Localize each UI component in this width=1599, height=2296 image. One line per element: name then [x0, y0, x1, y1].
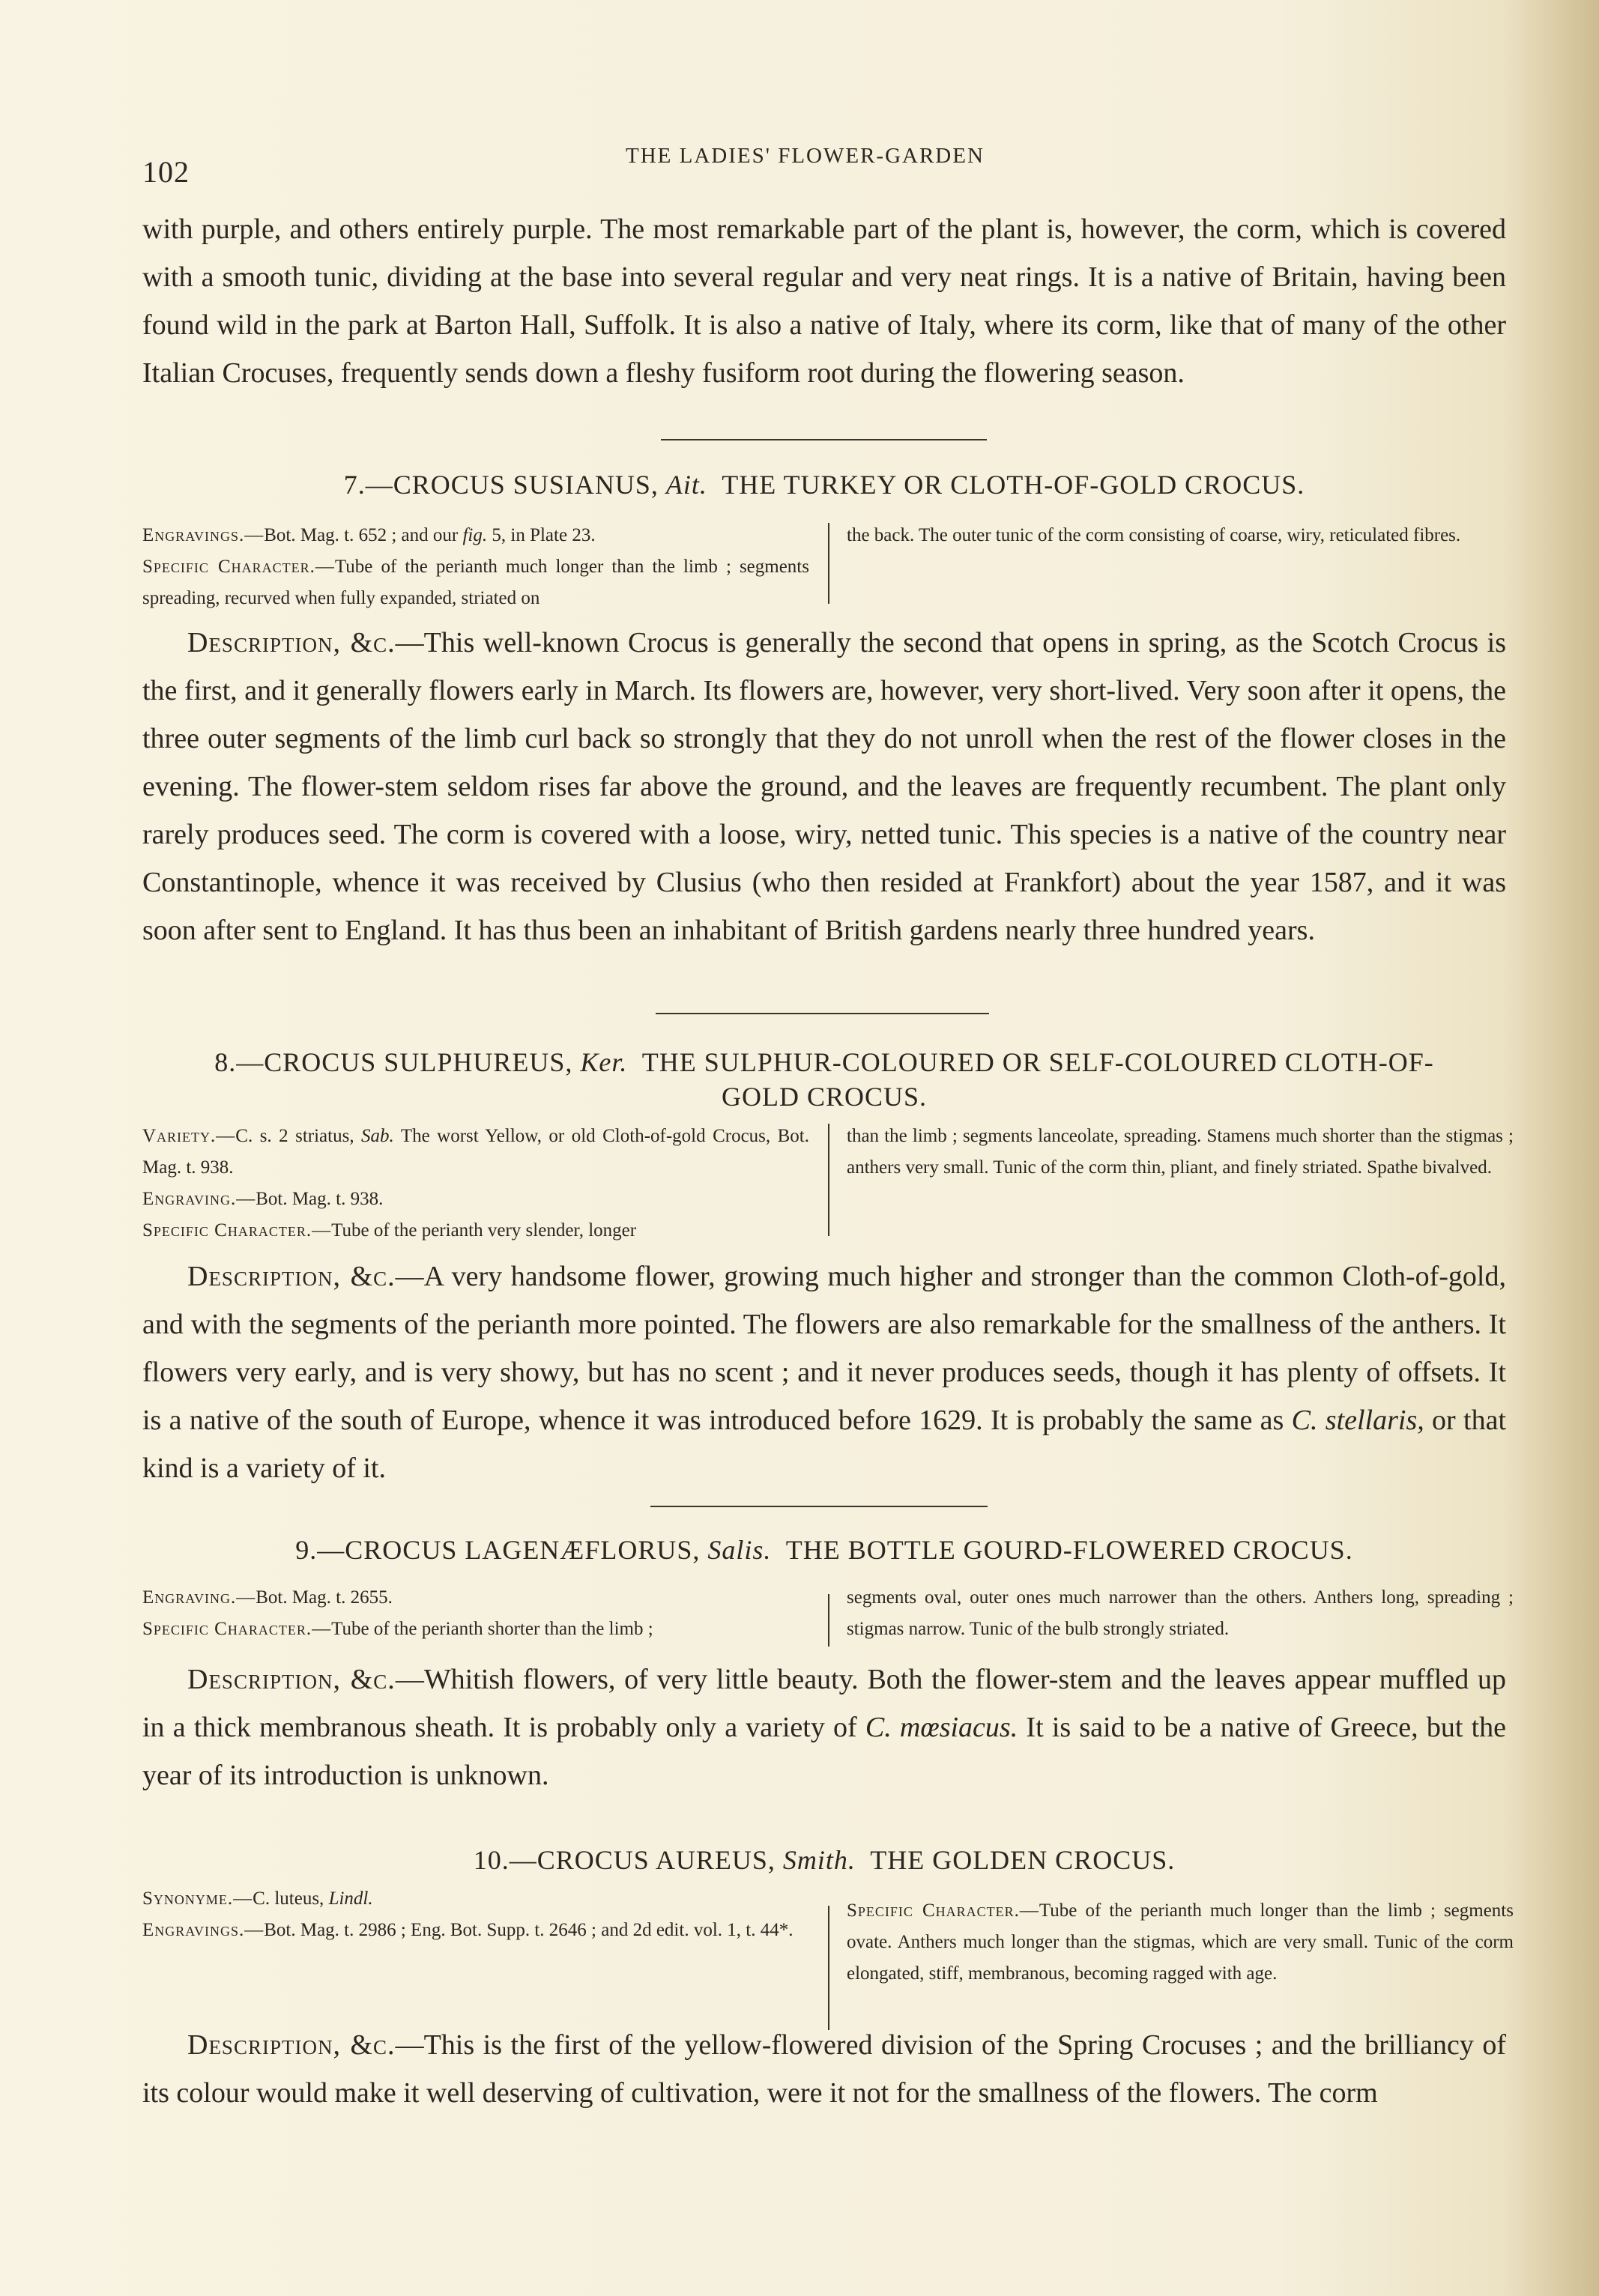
- section-10-description-para: [142, 2021, 1506, 2117]
- specific-label: Specific Character.—: [142, 1220, 332, 1241]
- section-divider: [661, 439, 987, 440]
- description-italic: C. stellaris,: [1291, 1405, 1424, 1436]
- section-9-species: CROCUS LAGENÆFLORUS,: [345, 1535, 701, 1565]
- section-7-right-column: the back. The outer tunic of the corm consisting of coarse, wiry, reticulated fibres.: [847, 525, 1461, 545]
- running-title: THE LADIES' FLOWER-GARDEN: [626, 144, 985, 168]
- section-10-synonyme: [142, 1883, 809, 1915]
- engraving-text: Bot. Mag. t. 938.: [256, 1189, 384, 1209]
- engravings-label: Engravings.—: [142, 525, 265, 545]
- section-8-heading: [142, 1045, 1506, 1114]
- section-8-notes: [142, 1121, 1514, 1248]
- description-lead: Description, &c.: [187, 1664, 396, 1695]
- variety-author: Sab.: [361, 1126, 394, 1146]
- section-8-number: 8.—: [214, 1047, 265, 1077]
- description-text: —This is the first of the yellow-flowered division of the Spring Crocuses ; and the brilliancy of its colour would make it well deserving of cultivation, were it not for the smallness of the flowers. The corm: [142, 2029, 1506, 2109]
- column-rule: [828, 523, 829, 604]
- section-9-common-name: THE BOTTLE GOURD-FLOWERED CROCUS.: [785, 1535, 1353, 1565]
- section-divider: [656, 1013, 989, 1014]
- running-head: [142, 142, 1509, 187]
- section-9-engraving: [142, 1582, 809, 1614]
- description-lead: Description, &c.: [187, 627, 396, 658]
- specific-text: Tube of the perianth very slender, longer: [331, 1220, 637, 1241]
- section-10-species: CROCUS AUREUS,: [536, 1845, 776, 1875]
- engraving-label: Engraving.—: [142, 1587, 256, 1608]
- section-7-common-name: THE TURKEY OR CLOTH-OF-GOLD CROCUS.: [722, 470, 1305, 500]
- section-8-engraving: [142, 1184, 809, 1215]
- synonyme-label: Synonyme.—: [142, 1888, 253, 1909]
- synonyme-text: C. luteus,: [253, 1888, 329, 1909]
- section-7-species: CROCUS SUSIANUS,: [393, 470, 659, 500]
- variety-text: C. s. 2 striatus,: [235, 1126, 362, 1146]
- section-10-description: [142, 2021, 1506, 2117]
- section-9-author: Salis.: [707, 1535, 772, 1565]
- section-7-heading: [142, 469, 1506, 500]
- section-8-description-para: [142, 1252, 1506, 1492]
- description-italic: C. mœsiacus.: [865, 1712, 1018, 1743]
- section-8-right-column: than the limb ; segments lanceolate, spreading. Stamens much shorter than the stigmas ; anthers very small. Tunic of the corm thin, pliant, and finely striated. Spathe bivalved.: [847, 1126, 1514, 1178]
- section-8-author: Ker.: [580, 1047, 628, 1077]
- engraving-label: Engraving.—: [142, 1189, 256, 1209]
- section-10-notes: [142, 1883, 1514, 2018]
- specific-text: Tube of the perianth much longer than the limb ; segments spreading, recurved when fully expanded, striated on: [142, 557, 809, 608]
- section-8-description: [142, 1252, 1506, 1492]
- variety-label: Variety.—: [142, 1126, 236, 1146]
- section-7-author: Ait.: [665, 470, 707, 500]
- section-10-author: Smith.: [782, 1845, 856, 1875]
- section-9-specific: [142, 1614, 809, 1645]
- section-8-common-name: THE SULPHUR-COLOURED OR SELF-COLOURED CLOTH-OF-: [641, 1047, 1434, 1077]
- section-8-heading-line1: [142, 1045, 1506, 1079]
- section-9-description-para: [142, 1656, 1506, 1799]
- section-8-species: CROCUS SULPHUREUS,: [264, 1047, 573, 1077]
- section-10-heading: [142, 1844, 1506, 1876]
- description-end: It is said to be a native of Greece, but the year of its introduction is unknown.: [142, 1712, 1507, 1791]
- description-lead: Description, &c.: [187, 1261, 396, 1292]
- section-10-left-column: [142, 1883, 809, 1946]
- section-7-number: 7.—: [343, 470, 393, 500]
- engravings-text: Bot. Mag. t. 2986 ; Eng. Bot. Supp. t. 2646 ; and 2d edit. vol. 1, t. 44*.: [264, 1920, 794, 1940]
- section-divider: [650, 1506, 988, 1507]
- section-7-description-para: [142, 619, 1506, 954]
- section-9-left-column: [142, 1582, 809, 1645]
- column-rule: [828, 1124, 829, 1236]
- continuation-text: with purple, and others entirely purple. The most remarkable part of the plant is, however, the corm, which is covered with a smooth tunic, dividing at the base into several regular and very neat rings. It is a native of Britain, having been found wild in the park at Barton Hall, Suffolk. It is also a native of Italy, where its corm, like that of many of the other Italian Crocuses, frequently sends down a fleshy fusiform root during the flowering season.: [142, 213, 1506, 389]
- engravings-plate: 5, in Plate 23.: [487, 525, 596, 545]
- description-text: —This well-known Crocus is generally the second that opens in spring, as the Scotch Crocus is the first, and it generally flowers early in March. Its flowers are, however, very short-lived. Very soon after it opens, the three outer segments of the limb curl back so strongly that they do not unroll when the rest of the flower closes in the evening. The flower-stem seldom rises far above the ground, and the leaves are frequently recumbent. The plant only rarely produces seed. The corm is covered with a loose, wiry, netted tunic. This species is a native of the country near Constantinople, whence it was received by Clusius (who then resided at Frankfort) about the year 1587, and it was soon after sent to England. It has thus been an inhabitant of British gardens nearly three hundred years.: [142, 627, 1506, 946]
- description-text: —A very handsome flower, growing much higher and stronger than the common Cloth-of-gold, and with the segments of the perianth more pointed. The flowers are also remarkable for the smallness of the anthers. It flowers very early, and is very showy, but has no scent ; and it never produces seeds, though it has plenty of offsets. It is a native of the south of Europe, whence it was introduced before 1629. It is probably the same as: [142, 1261, 1506, 1436]
- engravings-label: Engravings.—: [142, 1920, 265, 1940]
- section-8-left-column: [142, 1121, 809, 1247]
- section-7-notes: [142, 520, 1514, 617]
- synonyme-author: Lindl.: [328, 1888, 373, 1909]
- description-end: or that kind is a variety of it.: [142, 1405, 1507, 1484]
- specific-text: Tube of the perianth much longer than the limb ; segments ovate. Anthers much longer than the stigmas, which are very small. Tunic of the corm elongated, stiff, membranous, becoming ragged with age.: [847, 1900, 1514, 1984]
- description-text: —Whitish flowers, of very little beauty. Both the flower-stem and the leaves appear muffled up in a thick membranous sheath. It is probably only a variety of: [142, 1664, 1506, 1743]
- column-rule: [828, 1906, 829, 2030]
- continuation-paragraph: [142, 205, 1506, 397]
- section-7-specific: [142, 551, 809, 614]
- description-lead: Description, &c.: [187, 2029, 396, 2061]
- engraving-text: Bot. Mag. t. 2655.: [256, 1587, 393, 1608]
- specific-label: Specific Character.—: [142, 557, 335, 577]
- section-10-number: 10.—: [473, 1845, 537, 1875]
- section-9-description: [142, 1656, 1506, 1799]
- section-9-heading: [142, 1534, 1506, 1566]
- specific-text: Tube of the perianth shorter than the limb ;: [331, 1619, 653, 1639]
- section-10-right-column: [847, 1895, 1514, 1990]
- section-8-variety: [142, 1121, 809, 1184]
- section-8-common-name-line2: GOLD CROCUS.: [721, 1082, 928, 1112]
- page-number: 102: [142, 155, 190, 189]
- specific-label: Specific Character.—: [847, 1900, 1039, 1921]
- engravings-text: Bot. Mag. t. 652 ; and our: [264, 525, 463, 545]
- section-10-engravings: [142, 1915, 809, 1946]
- engravings-fig: fig.: [462, 525, 488, 545]
- section-10-common-name: THE GOLDEN CROCUS.: [870, 1845, 1176, 1875]
- section-8-specific: [142, 1215, 809, 1247]
- section-7-description: [142, 619, 1506, 954]
- section-9-right-column: segments oval, outer ones much narrower than the others. Anthers long, spreading ; stigmas narrow. Tunic of the bulb strongly striated.: [847, 1587, 1514, 1639]
- section-7-engravings: [142, 520, 809, 551]
- section-7-left-column: [142, 520, 809, 614]
- variety-rest: The worst Yellow, or old Cloth-of-gold Crocus, Bot. Mag. t. 938.: [142, 1126, 810, 1178]
- section-9-number: 9.—: [295, 1535, 345, 1565]
- section-9-notes: [142, 1582, 1514, 1650]
- column-rule: [828, 1594, 829, 1647]
- specific-label: Specific Character.—: [142, 1619, 332, 1639]
